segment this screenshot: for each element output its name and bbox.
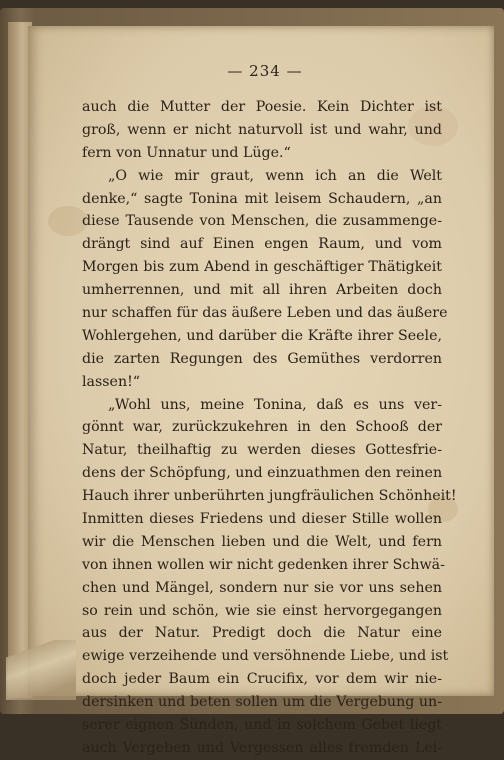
text-line: aus der Natur. Predigt doch die Natur eine (82, 625, 442, 642)
text-line: denke,“ sagte Tonina mit leisem Schaudern, „an (82, 190, 442, 207)
text-line: Wohlergehen, und darüber die Kräfte ihrer Seele, (82, 327, 442, 344)
text-line: diese Tausende von Menschen, die zusammenge- (82, 213, 442, 230)
text-line: groß, wenn er nicht naturvoll ist und wahr, und (82, 121, 442, 138)
text-line: dens der Schöpfung, und einzuathmen den reinen (82, 465, 443, 482)
text-line: dersinken und beten sollen um die Vergebung un- (82, 694, 442, 711)
text-line: chen und Mängel, sondern nur sie vor uns sehen (82, 579, 442, 596)
text-line: doch jeder Baum ein Crucifix, vor dem wir nie- (82, 671, 442, 688)
text-line: so rein und schön, wie sie einst hervorgegangen (82, 602, 442, 619)
text-line: Natur, theilhaftig zu werden dieses Gottesfrie- (82, 442, 442, 459)
worn-page-corner (6, 640, 76, 700)
text-line: umherrennen, und mit all ihren Arbeiten doch (82, 282, 442, 299)
text-line: drängt sind auf Einen engen Raum, und vom (82, 236, 442, 253)
text-line: „Wohl uns, meine Tonina, daß es uns ver- (108, 396, 442, 413)
text-line: lassen!“ (82, 373, 141, 390)
text-line: fern von Unnatur und Lüge.“ (82, 144, 291, 161)
text-line: serer eignen Sünden, und in solchem Gebet liegt (82, 717, 442, 734)
text-line: von ihnen wollen wir nicht gedenken ihrer Schwä- (82, 556, 445, 573)
body-text (82, 96, 457, 760)
text-line: wir die Menschen lieben und die Welt, und fern (82, 533, 442, 550)
text-line: die zarten Regungen des Gemüthes verdorren (82, 350, 442, 367)
text-line: Inmitten dieses Friedens und dieser Stille wollen (82, 511, 442, 528)
text-line: Hauch ihrer unberührten jungfräulichen Schönheit! (82, 488, 457, 505)
page-number: — 234 — (227, 62, 303, 80)
text-line: nur schaffen für das äußere Leben und das äußere (82, 305, 448, 322)
text-line: auch die Mutter der Poesie. Kein Dichter ist (82, 99, 442, 115)
text-line: ewige verzeihende und versöhnende Liebe, und ist (82, 648, 449, 665)
text-line: auch Vergeben und Vergessen alles fremden Lei- (82, 739, 442, 756)
text-line: gönnt war, zurückzukehren in den Schooß der (82, 419, 442, 436)
text-line: Morgen bis zum Abend in geschäftiger Thätigkeit (82, 259, 442, 276)
text-line: „O wie mir graut, wenn ich an die Welt (108, 167, 442, 184)
